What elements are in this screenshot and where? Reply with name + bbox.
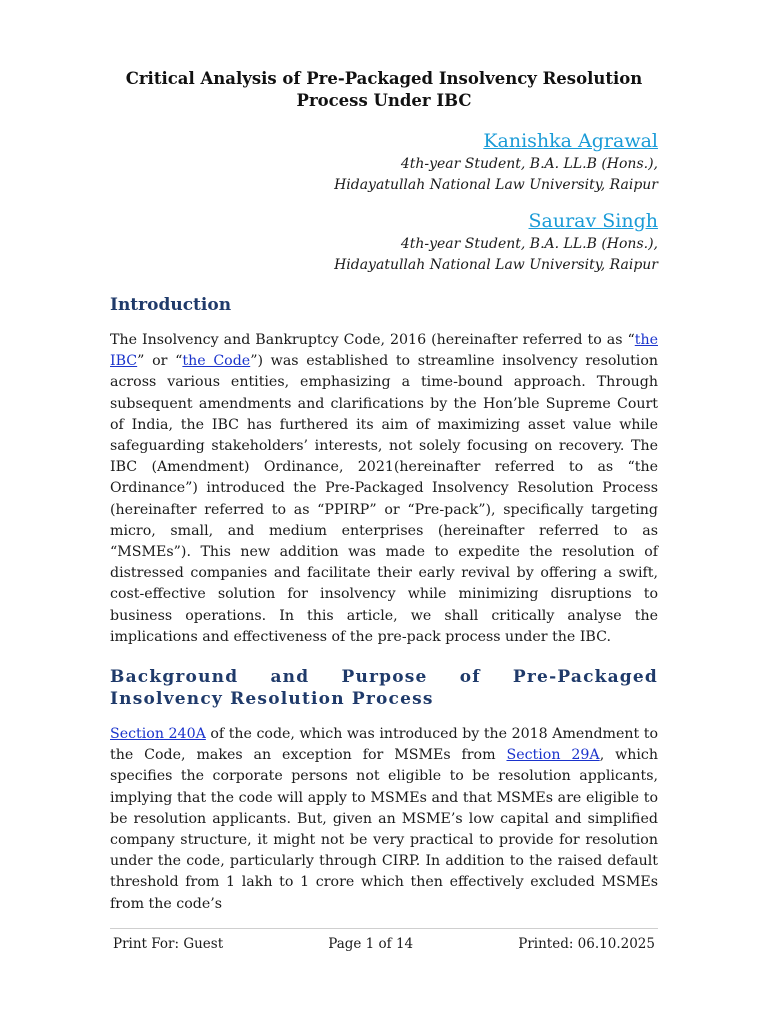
author-affiliation-line: 4th-year Student, B.A. LL.B (Hons.), xyxy=(400,156,658,172)
author-block-2 xyxy=(110,208,658,276)
title-line-2: Process Under IBC xyxy=(296,91,472,110)
section-heading-introduction: Introduction xyxy=(110,295,232,315)
page-footer xyxy=(113,935,655,953)
section-240a-link[interactable]: Section 240A xyxy=(110,726,206,743)
footer-divider xyxy=(110,928,658,929)
background-paragraph xyxy=(110,724,658,915)
author-affiliation-line: Hidayatullah National Law University, Raipur xyxy=(334,177,658,193)
footer-page-number: Page 1 of 14 xyxy=(328,936,414,952)
document-page xyxy=(110,68,658,915)
the-code-link[interactable]: the Code xyxy=(182,353,251,370)
footer-printed-date: Printed: 06.10.2025 xyxy=(518,936,655,952)
paragraph-text: The Insolvency and Bankruptcy Code, 2016 (hereinafter referred to as “ xyxy=(110,332,635,348)
author-name-link[interactable]: Saurav Singh xyxy=(528,210,658,232)
article-title xyxy=(110,68,658,112)
author-affiliation-line: 4th-year Student, B.A. LL.B (Hons.), xyxy=(400,236,658,252)
author-block-1 xyxy=(110,128,658,196)
the-ibc-link[interactable]: the IBC xyxy=(110,332,658,370)
paragraph-text: ” or “ xyxy=(137,353,183,370)
title-line-1: Critical Analysis of Pre-Packaged Insolvency Resolution xyxy=(125,69,643,88)
author-name-link[interactable]: Kanishka Agrawal xyxy=(483,130,658,152)
footer-print-for: Print For: Guest xyxy=(113,936,224,952)
section-29a-link[interactable]: Section 29A xyxy=(506,747,600,764)
section-heading-background: Background and Purpose of Pre-Packaged Insolvency Resolution Process xyxy=(110,667,658,710)
paragraph-text: , which specifies the corporate persons not eligible to be resolution applicants, implying that the code will apply to MSMEs and that MSMEs are eligible to be resolution applicants. But, given an MSME’s low capital and simplified company structure, it might not be very practical to provide for resolution under the code, particularly through CIRP. In addition to the raised default threshold from 1 lakh to 1 crore which then effectively excluded MSMEs from the code’s xyxy=(110,747,659,912)
paragraph-text: ”) was established to streamline insolvency resolution across various entities, emphasizing a time-bound approach. Through subsequent amendments and clarifications by the Hon’ble Supreme Court of India, the IBC has furthered its aim of maximizing asset value while safeguarding stakeholders’ interests, not solely focusing on recovery. The IBC (Amendment) Ordinance, 2021(hereinafter referred to as “the Ordinance”) introduced the Pre-Packaged Insolvency Resolution Process (hereinafter referred to as “PPIRP” or “Pre-pack”), specifically targeting micro, small, and medium enterprises (hereinafter referred to as “MSMEs”). This new addition was made to expedite the resolution of distressed companies and facilitate their early revival by offering a swift, cost-effective solution for insolvency while minimizing disruptions to business operations. In this article, we shall critically analyse the implications and effectiveness of the pre-pack process under the IBC. xyxy=(110,353,658,645)
author-affiliation-line: Hidayatullah National Law University, Raipur xyxy=(334,257,658,273)
paragraph-text: of the code, which was introduced by the 2018 Amendment to the Code, makes an exception for MSMEs from xyxy=(110,726,658,764)
introduction-paragraph xyxy=(110,330,658,648)
